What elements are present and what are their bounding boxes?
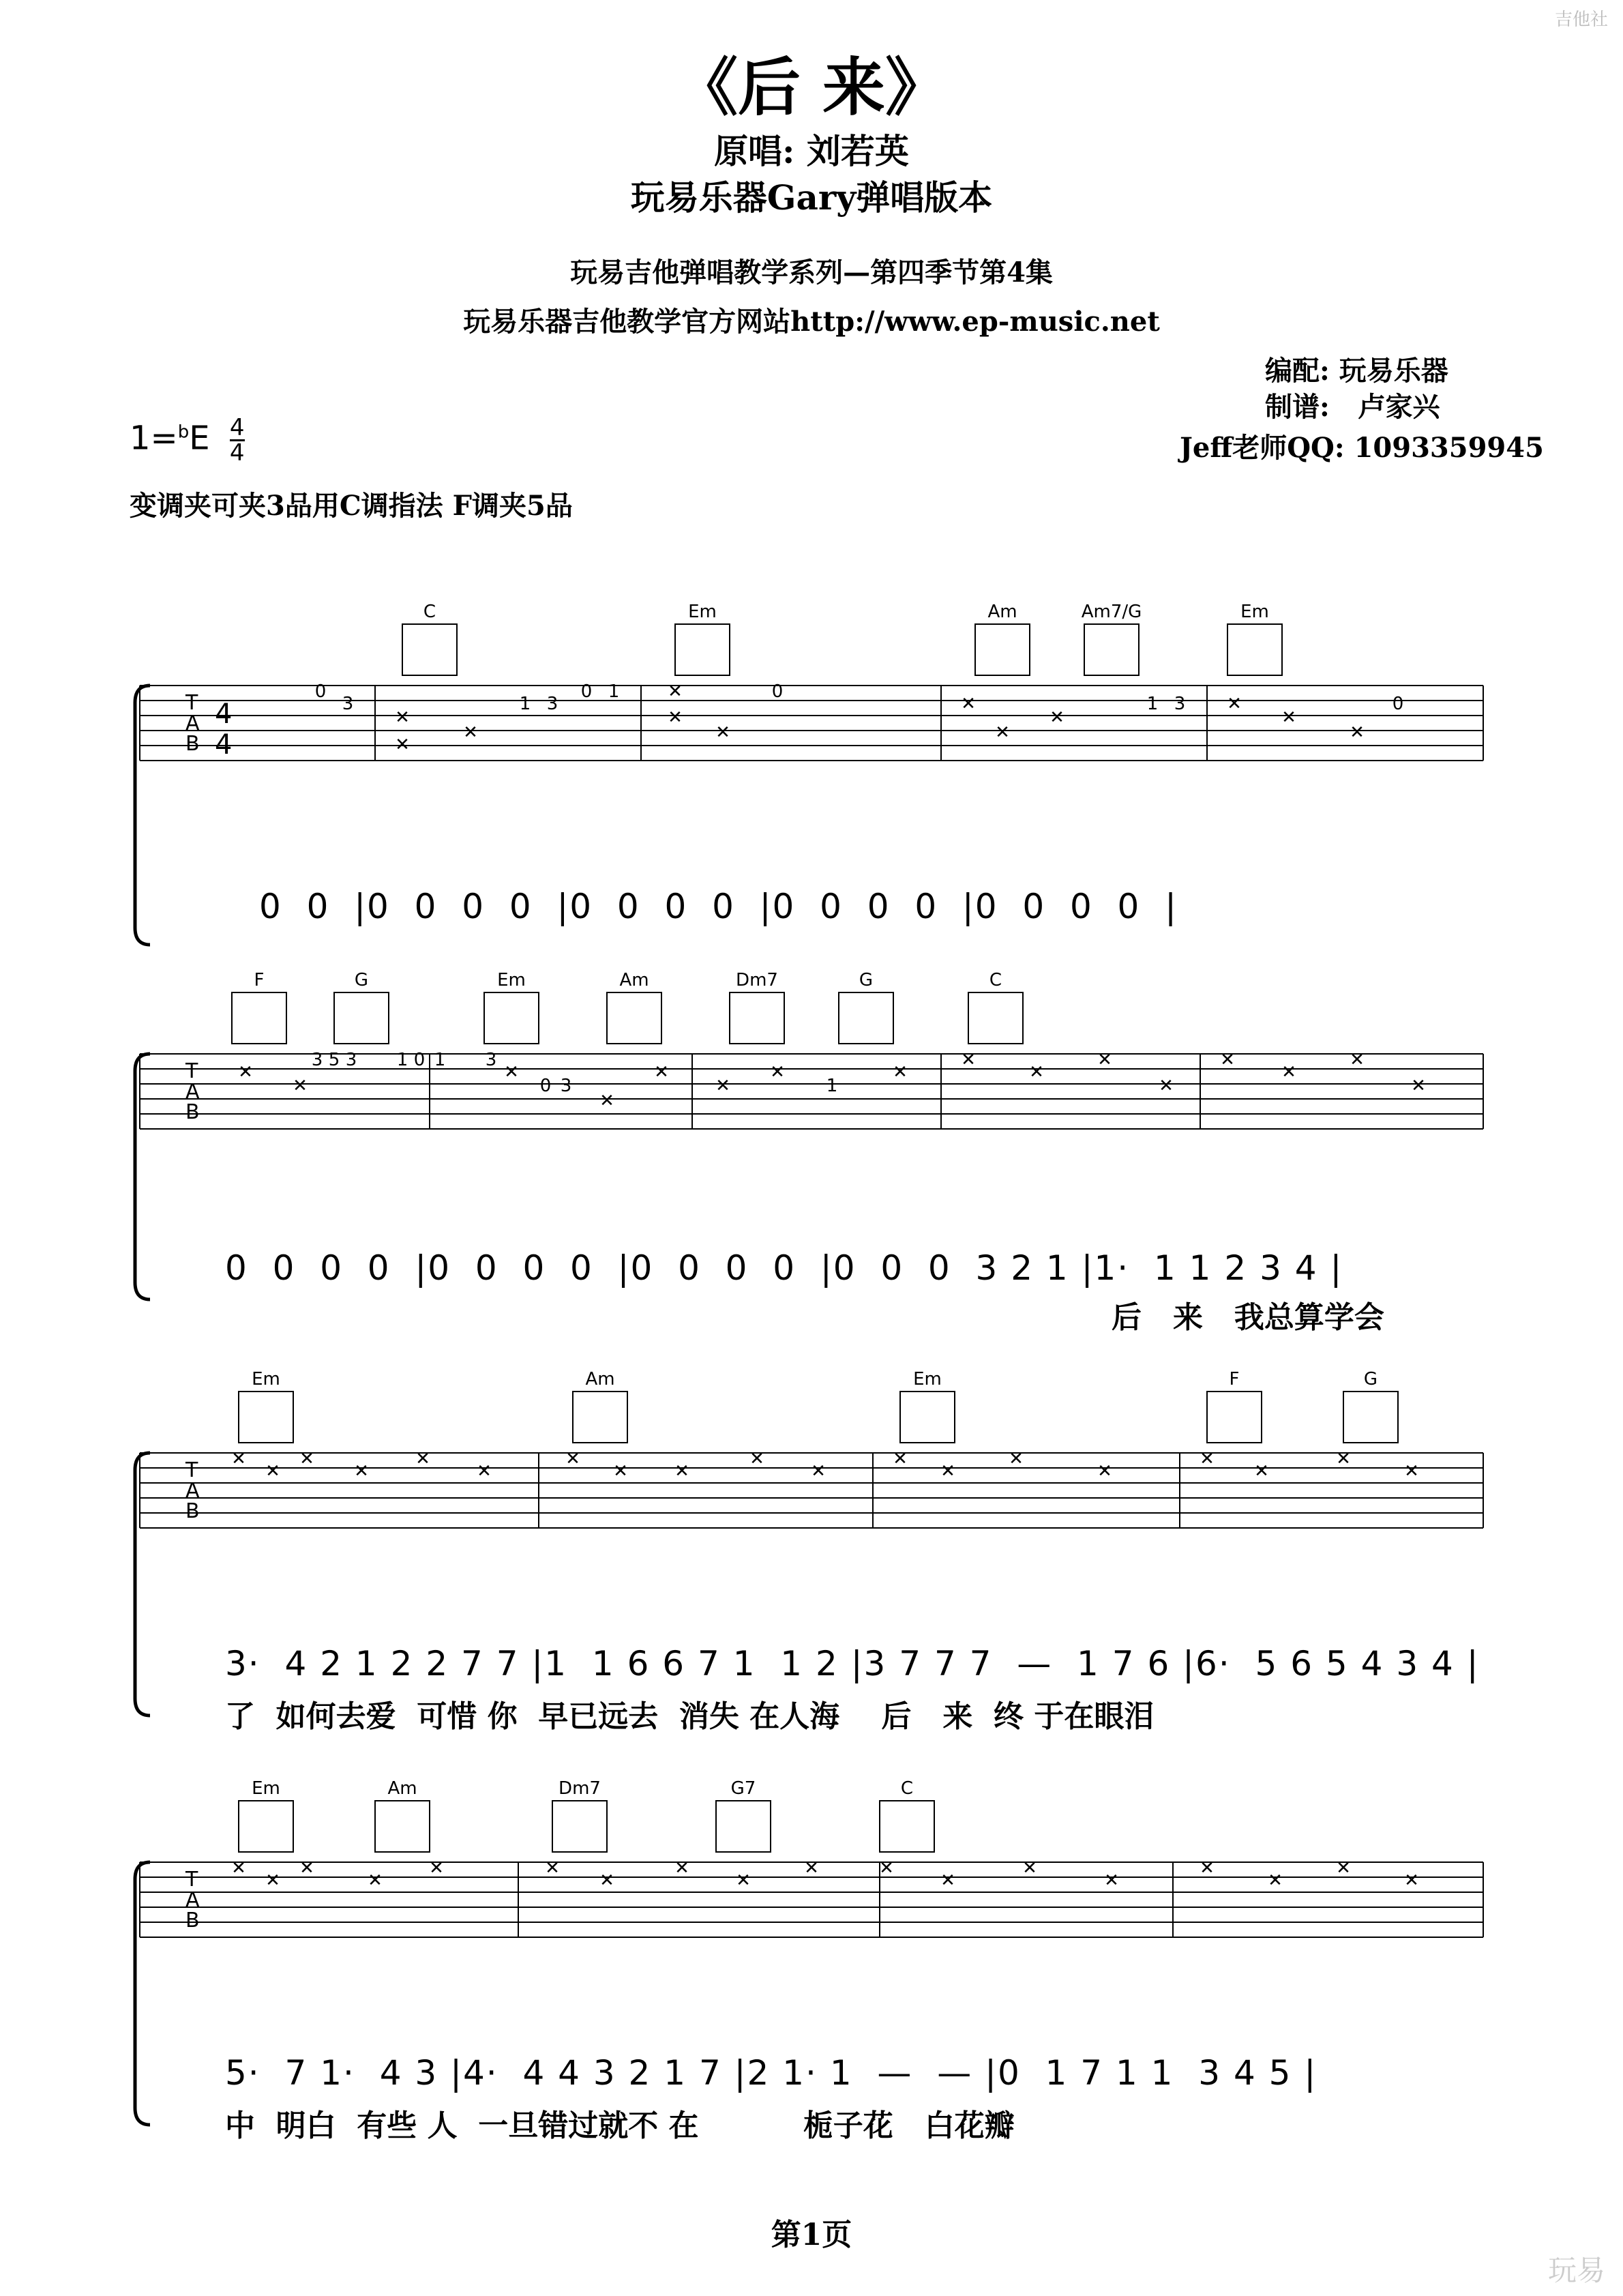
numbered-notation-2: 0 0 0 0 |0 0 0 0 |0 0 0 0 |0 0 0 3 2 1 |1· 1 1 2 3 4 | [225,1248,1343,1288]
svg-text:✕: ✕ [613,1461,628,1482]
svg-text:✕: ✕ [811,1461,826,1482]
system-1 [130,587,1493,955]
numbered-notation-1: 0 0 |0 0 0 0 |0 0 0 0 |0 0 0 0 |0 0 0 0 | [259,887,1178,926]
svg-text:B: B [185,732,200,756]
version-label: 玩易乐器Gary弹唱版本 [630,177,993,218]
svg-text:G: G [859,970,874,990]
svg-text:✕: ✕ [1336,1858,1351,1879]
svg-text:0: 0 [314,681,327,702]
svg-text:Am: Am [619,970,649,990]
svg-text:✕: ✕ [674,1461,689,1482]
svg-text:T: T [185,1059,198,1083]
svg-text:0: 0 [539,1076,552,1096]
svg-text:0: 0 [1392,694,1404,714]
svg-text:✕: ✕ [504,1062,519,1083]
svg-text:3: 3 [485,1050,497,1070]
system-4 [130,1767,1493,2149]
svg-text:✕: ✕ [1350,1050,1365,1070]
svg-text:3: 3 [311,1050,323,1070]
svg-text:✕: ✕ [668,707,683,728]
svg-text:T: T [185,691,198,715]
svg-text:G: G [1363,1369,1378,1389]
svg-text:✕: ✕ [715,722,730,743]
svg-text:✕: ✕ [265,1870,280,1891]
svg-text:✕: ✕ [1281,707,1296,728]
svg-text:4: 4 [215,698,233,730]
teacher-qq: Jeff老师QQ: 1093359945 [1180,432,1544,464]
svg-text:✕: ✕ [231,1449,246,1469]
svg-text:Am: Am [387,1778,417,1799]
svg-text:F: F [1229,1369,1240,1389]
svg-text:✕: ✕ [1220,1050,1235,1070]
watermark-top: 吉他社 [1554,10,1608,30]
watermark-bottom: 玩易 [1547,2254,1605,2287]
svg-text:✕: ✕ [1097,1050,1112,1070]
svg-text:Am: Am [585,1369,615,1389]
numbered-notation-3: 3· 4 2 1 2 2 7 7 |1 1 6 6 7 1 1 2 |3 7 7 7 — 1 7 6 |6· 5 6 5 4 3 4 | [225,1644,1480,1683]
chord-name: C [423,602,436,622]
svg-text:G7: G7 [730,1778,756,1799]
svg-text:✕: ✕ [463,722,478,743]
svg-text:✕: ✕ [961,694,976,714]
svg-text:✕: ✕ [1104,1870,1119,1891]
svg-text:0: 0 [580,681,593,702]
svg-text:T: T [185,1458,198,1482]
key-prefix: 1= [130,419,178,458]
svg-text:Em: Em [688,602,717,622]
arranger-credit: 编配: 玩易乐器 [1265,355,1448,387]
svg-text:✕: ✕ [668,681,683,702]
svg-text:✕: ✕ [299,1449,314,1469]
svg-text:0: 0 [413,1050,426,1070]
svg-text:✕: ✕ [1281,1062,1296,1083]
numbered-notation-4: 5· 7 1· 4 3 |4· 4 4 3 2 1 7 |2 1· 1 — — |0 1 7 1 1 3 4 5 | [225,2053,1317,2093]
svg-text:G: G [354,970,369,990]
key-letter: E [189,419,210,458]
svg-text:✕: ✕ [940,1870,955,1891]
svg-text:C: C [900,1778,914,1799]
svg-text:✕: ✕ [1200,1858,1215,1879]
svg-text:✕: ✕ [940,1461,955,1482]
page-number: 第1页 [771,2218,852,2252]
svg-text:✕: ✕ [293,1076,308,1096]
transcriber-credit: 制谱: 卢家兴 [1265,391,1440,423]
svg-text:✕: ✕ [1022,1858,1037,1879]
svg-text:3: 3 [546,694,559,714]
original-singer: 原唱: 刘若英 [714,131,909,171]
time-top: 4 [229,414,245,441]
svg-text:A: A [185,1080,200,1104]
svg-text:Em: Em [252,1778,280,1799]
svg-text:✕: ✕ [545,1858,560,1879]
website-label: 玩易乐器吉他教学官方网站http://www.ep-music.net [463,306,1160,338]
svg-text:✕: ✕ [995,722,1010,743]
svg-text:✕: ✕ [1009,1449,1024,1469]
svg-text:✕: ✕ [893,1062,908,1083]
svg-text:✕: ✕ [1227,694,1242,714]
svg-text:1: 1 [519,694,531,714]
svg-text:✕: ✕ [961,1050,976,1070]
svg-text:1: 1 [396,1050,408,1070]
svg-text:A: A [185,1479,200,1503]
svg-text:3: 3 [345,1050,357,1070]
svg-text:✕: ✕ [715,1076,730,1096]
system-2 [130,955,1493,1335]
svg-text:✕: ✕ [599,1870,614,1891]
svg-text:C: C [989,970,1002,990]
svg-text:✕: ✕ [599,1091,614,1111]
svg-text:1: 1 [608,681,620,702]
svg-text:✕: ✕ [1350,722,1365,743]
key-signature [130,416,245,465]
svg-text:1: 1 [1146,694,1159,714]
svg-text:4: 4 [215,729,233,761]
svg-text:✕: ✕ [265,1461,280,1482]
svg-text:✕: ✕ [354,1461,369,1482]
svg-text:✕: ✕ [395,707,410,728]
svg-text:Em: Em [252,1369,280,1389]
svg-text:✕: ✕ [565,1449,580,1469]
svg-text:✕: ✕ [299,1858,314,1879]
time-bottom: 4 [229,439,245,467]
svg-text:B: B [185,1100,200,1124]
capo-note: 变调夹可夹3品用C调指法 F调夹5品 [130,490,573,522]
svg-text:✕: ✕ [1200,1449,1215,1469]
svg-text:F: F [254,970,265,990]
svg-text:✕: ✕ [1268,1870,1283,1891]
svg-text:B: B [185,1909,200,1932]
svg-text:Am: Am [987,602,1017,622]
svg-text:A: A [185,711,200,735]
song-title: 《后 来》 [674,50,949,124]
svg-text:✕: ✕ [1159,1076,1174,1096]
lyrics-2: 后 来 我总算学会 [1112,1300,1384,1335]
svg-text:✕: ✕ [1097,1461,1112,1482]
svg-text:✕: ✕ [749,1449,764,1469]
svg-text:✕: ✕ [1411,1076,1426,1096]
time-signature [230,416,245,465]
svg-text:✕: ✕ [1049,707,1064,728]
svg-text:✕: ✕ [1029,1062,1044,1083]
svg-text:✕: ✕ [1404,1461,1419,1482]
svg-text:Dm7: Dm7 [559,1778,601,1799]
svg-text:T: T [185,1868,198,1892]
svg-text:1: 1 [826,1076,838,1096]
svg-text:✕: ✕ [674,1858,689,1879]
svg-text:✕: ✕ [238,1062,253,1083]
svg-text:Em: Em [497,970,526,990]
svg-text:Dm7: Dm7 [736,970,778,990]
svg-text:A: A [185,1888,200,1912]
svg-text:✕: ✕ [395,735,410,755]
lyrics-4: 中 明白 有些 人 一旦错过就不 在 栀子花 白花瓣 [225,2108,1015,2143]
svg-text:✕: ✕ [429,1858,444,1879]
svg-text:3: 3 [342,694,354,714]
svg-text:✕: ✕ [415,1449,430,1469]
flat-sign: b [177,422,190,443]
svg-text:✕: ✕ [1254,1461,1269,1482]
svg-text:3: 3 [1174,694,1186,714]
svg-text:1: 1 [434,1050,446,1070]
svg-text:Em: Em [1240,602,1269,622]
lyrics-3: 了 如何去爱 可惜 你 早已远去 消失 在人海 后 来 终 于在眼泪 [225,1699,1155,1734]
svg-text:✕: ✕ [804,1858,819,1879]
svg-text:0: 0 [771,681,784,702]
svg-text:Am7/G: Am7/G [1081,602,1142,622]
svg-text:✕: ✕ [736,1870,751,1891]
svg-text:✕: ✕ [770,1062,785,1083]
series-label: 玩易吉他弹唱教学系列—第四季节第4集 [570,256,1053,289]
svg-text:✕: ✕ [893,1449,908,1469]
svg-text:✕: ✕ [477,1461,492,1482]
svg-text:✕: ✕ [1336,1449,1351,1469]
svg-text:3: 3 [560,1076,572,1096]
svg-text:Em: Em [913,1369,942,1389]
svg-text:✕: ✕ [231,1858,246,1879]
svg-text:5: 5 [328,1050,340,1070]
svg-text:✕: ✕ [368,1870,383,1891]
svg-text:✕: ✕ [879,1858,894,1879]
svg-text:✕: ✕ [654,1062,669,1083]
system-3 [130,1357,1493,1739]
svg-text:B: B [185,1499,200,1523]
svg-text:✕: ✕ [1404,1870,1419,1891]
